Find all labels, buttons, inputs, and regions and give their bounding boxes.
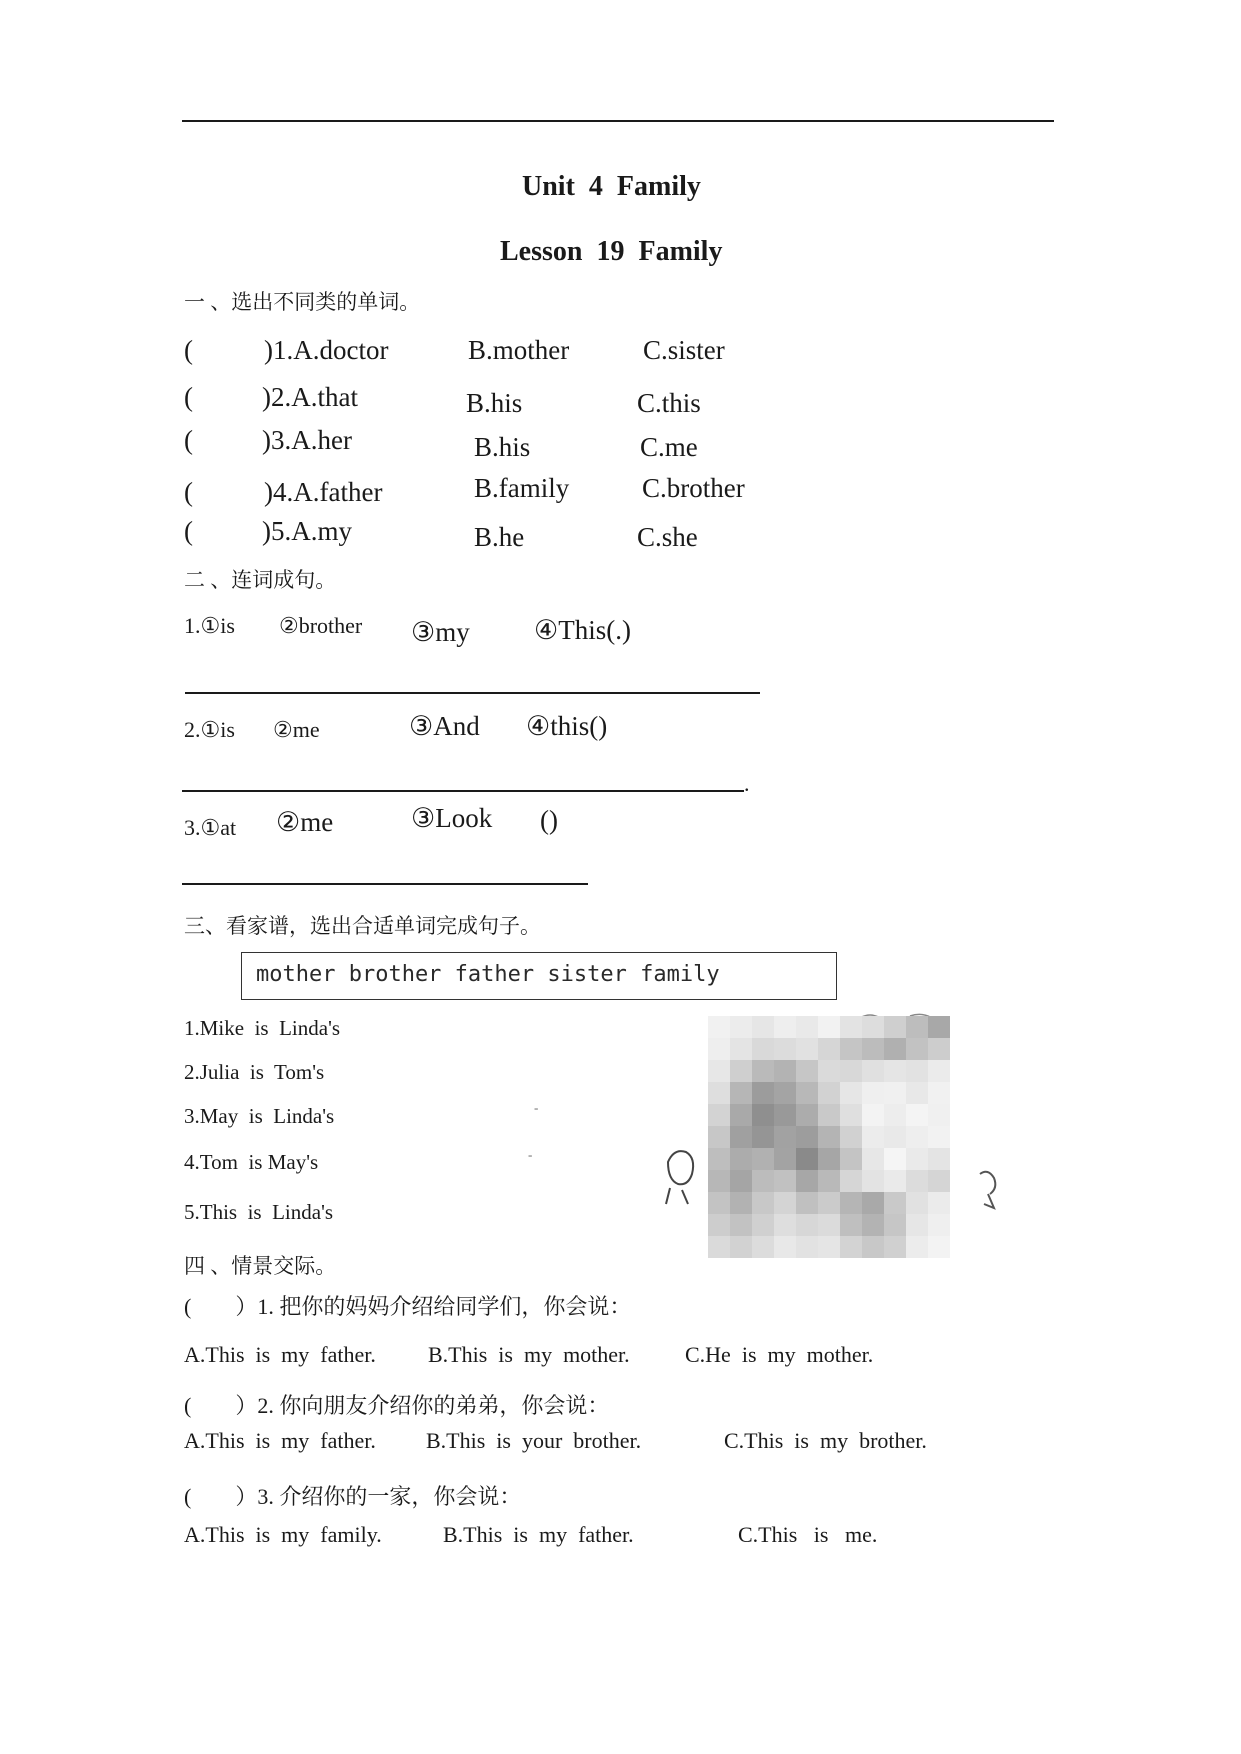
question-prompt: ( ）3. 介绍你的一家，你会说： xyxy=(184,1484,522,1509)
fill-sentence: 4.Tom is May's xyxy=(184,1150,319,1174)
option-c: C.sister xyxy=(643,335,725,365)
answer-paren: ( xyxy=(184,477,193,507)
fill-sentence: 5.This is Linda's xyxy=(184,1200,334,1224)
word-3: ③my xyxy=(411,617,470,647)
answer-paren: ( xyxy=(184,425,193,455)
word-3: ③Look xyxy=(411,803,493,833)
option-c: C.This is my brother. xyxy=(724,1428,927,1453)
word-4: ④This(.) xyxy=(534,615,631,645)
option-a: )3.A.her xyxy=(262,425,352,455)
word-4: () xyxy=(540,805,558,835)
family-tree-illustration xyxy=(660,1012,1020,1264)
header-rule xyxy=(182,120,1054,122)
option-c: C.This is me. xyxy=(738,1522,878,1547)
option-b: B.This is your brother. xyxy=(426,1428,642,1453)
question-prompt: ( ）1. 把你的妈妈介绍给同学们，你会说： xyxy=(184,1294,632,1319)
fill-sentence: 2.Julia is Tom's xyxy=(184,1060,325,1084)
word-2: ②me xyxy=(276,807,334,837)
option-a: A.This is my family. xyxy=(184,1522,382,1547)
option-b: B.his xyxy=(474,432,531,462)
word-2: ②me xyxy=(273,717,320,742)
stray-mark: - xyxy=(528,1147,533,1162)
answer-line xyxy=(185,692,760,694)
section1-heading: 一 、选出不同类的单词。 xyxy=(184,290,421,314)
family-tree-image xyxy=(660,1012,1020,1264)
word-1: 2.①is xyxy=(184,717,235,742)
option-b: B.he xyxy=(474,522,525,552)
option-c: C.me xyxy=(640,432,698,462)
option-c: C.this xyxy=(637,388,701,418)
word-3: ③And xyxy=(409,711,480,741)
word-4: ④this() xyxy=(526,711,608,741)
unit-title: Unit 4 Family xyxy=(522,171,701,202)
option-a: A.This is my father. xyxy=(184,1428,376,1453)
option-b: B.his xyxy=(466,388,523,418)
section2-heading: 二 、连词成句。 xyxy=(184,568,337,592)
answer-paren: ( xyxy=(184,382,193,412)
option-b: B.This is my mother. xyxy=(428,1342,630,1367)
option-a: )5.A.my xyxy=(262,516,352,546)
option-a: )4.A.father xyxy=(264,477,383,507)
sentence-period: . xyxy=(744,771,750,796)
section3-heading: 三、看家谱，选出合适单词完成句子。 xyxy=(184,914,541,938)
option-b: B.mother xyxy=(468,335,570,365)
answer-paren: ( xyxy=(184,335,193,365)
option-b: B.This is my father. xyxy=(443,1522,634,1547)
section4-heading: 四 、情景交际。 xyxy=(184,1254,337,1278)
option-a: )2.A.that xyxy=(262,382,358,412)
answer-paren: ( xyxy=(184,516,193,546)
question-prompt: ( ）2. 你向朋友介绍你的弟弟，你会说： xyxy=(184,1393,610,1418)
lesson-title: Lesson 19 Family xyxy=(500,236,723,267)
answer-line xyxy=(182,883,588,885)
option-a: )1.A.doctor xyxy=(264,335,389,365)
stray-mark: - xyxy=(534,1100,539,1115)
fill-sentence: 3.May is Linda's xyxy=(184,1104,335,1128)
option-c: C.she xyxy=(637,522,698,552)
word-1: 1.①is xyxy=(184,613,235,638)
fill-sentence: 1.Mike is Linda's xyxy=(184,1016,341,1040)
option-c: C.brother xyxy=(642,473,745,503)
option-a: A.This is my father. xyxy=(184,1342,376,1367)
answer-line xyxy=(182,790,744,792)
word-2: ②brother xyxy=(279,613,363,638)
word-1: 3.①at xyxy=(184,815,237,840)
option-c: C.He is my mother. xyxy=(685,1342,874,1367)
option-b: B.family xyxy=(474,473,570,503)
word-bank: mother brother father sister family xyxy=(241,952,837,1000)
